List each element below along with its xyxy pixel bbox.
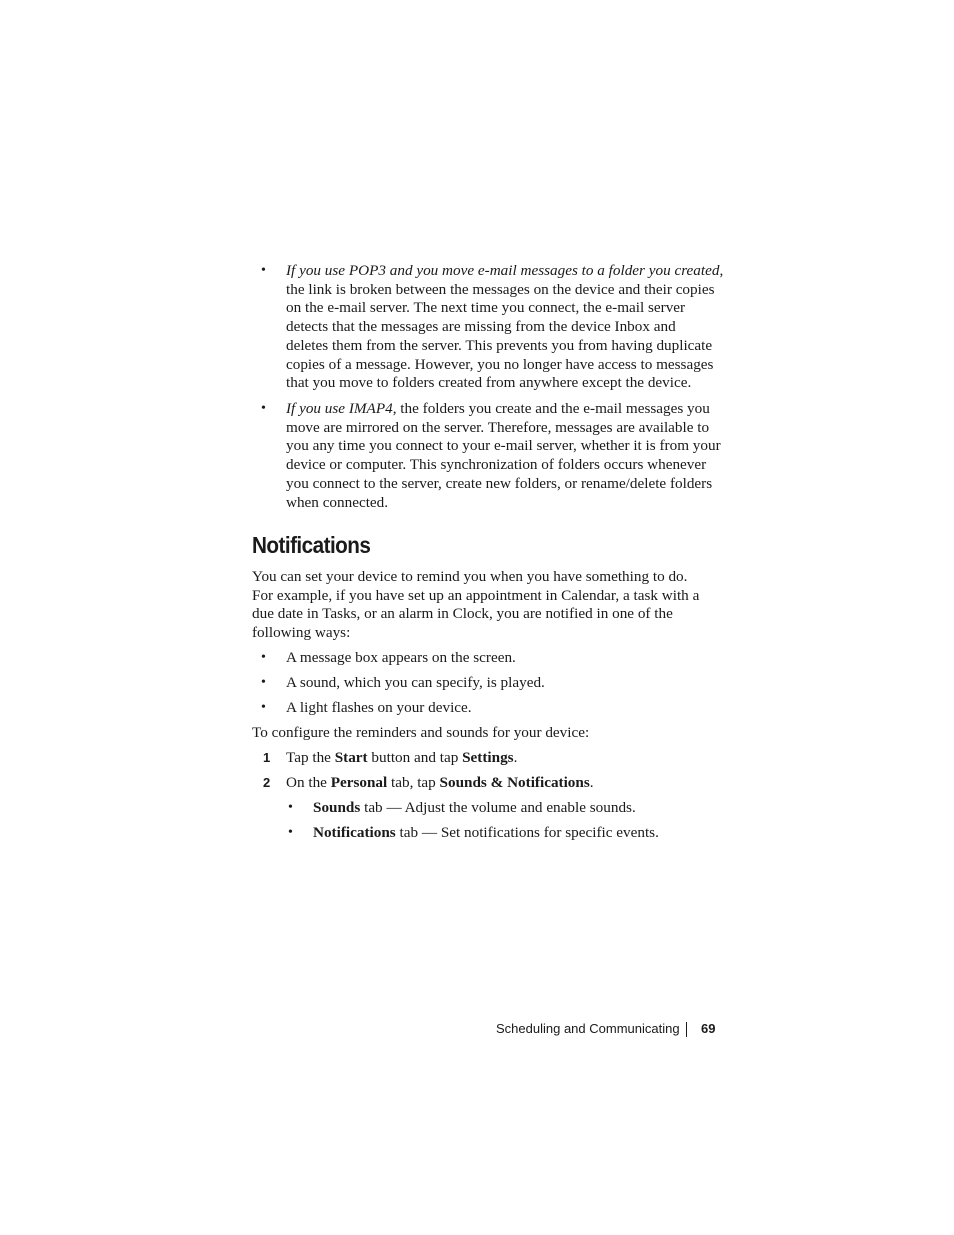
configure-text: To configure the reminders and sounds for your device: xyxy=(252,724,590,741)
paragraph-line: when connected. xyxy=(286,493,389,511)
paragraph-line: copies of a message. However, you no longer have access to messages xyxy=(286,355,714,373)
start-button-label: Start xyxy=(334,749,368,766)
step-text-part: tab, tap xyxy=(387,774,440,791)
footer-chapter-title: Scheduling and Communicating xyxy=(496,1021,680,1036)
imap4-lead: If you use IMAP4 xyxy=(286,400,393,417)
intro-paragraph xyxy=(252,568,699,643)
sounds-notifications-label: Sounds & Notifications xyxy=(439,774,590,791)
sub-bullet-text: tab — Adjust the volume and enable sounds. xyxy=(360,799,636,816)
paragraph-line: For example, if you have set up an appointment in Calendar, a task with a xyxy=(252,586,700,604)
sub-bullet-item xyxy=(313,824,659,843)
section-heading: Notifications xyxy=(252,532,371,558)
page-number: 69 xyxy=(701,1021,716,1036)
settings-label: Settings xyxy=(462,749,514,766)
paragraph-text: , the folders you create and the e-mail messages you xyxy=(392,400,710,417)
personal-tab-label: Personal xyxy=(330,774,388,791)
paragraph-line: due date in Tasks, or an alarm in Clock, you are notified in one of the xyxy=(252,605,673,623)
step-text xyxy=(286,749,517,768)
bullet-marker: • xyxy=(261,650,266,665)
paragraph-line: move are mirrored on the server. Therefore, messages are available to xyxy=(286,418,710,436)
bullet-marker: • xyxy=(261,700,266,715)
paragraph-line: device or computer. This synchronization of folders occurs whenever xyxy=(286,456,707,474)
paragraph-line: the link is broken between the messages on the device and their copies xyxy=(286,280,715,298)
paragraph-line: detects that the messages are missing from the device Inbox and xyxy=(286,318,676,336)
pop3-lead: If you use POP3 and you move e-mail messages to a folder you created xyxy=(286,262,720,279)
paragraph-line: following ways: xyxy=(252,624,351,642)
step-text xyxy=(286,774,594,793)
sub-bullet-text: tab — Set notifications for specific events. xyxy=(395,824,659,841)
paragraph-line: you any time you connect to your e-mail server, whether it is from your xyxy=(286,437,721,455)
bullet-marker: • xyxy=(261,263,266,278)
imap4-paragraph xyxy=(286,400,721,512)
bullet-marker: • xyxy=(261,401,266,416)
step-number: 1 xyxy=(263,750,271,765)
paragraph-line: that you move to folders created from anywhere except the device. xyxy=(286,374,692,392)
step-text-part: . xyxy=(513,749,518,766)
paragraph-line xyxy=(286,262,723,281)
sounds-tab-label: Sounds xyxy=(313,799,361,816)
list-item: A message box appears on the screen. xyxy=(286,649,516,666)
step-text-part: . xyxy=(589,774,594,791)
list-item: A light flashes on your device. xyxy=(286,699,472,716)
paragraph-line: deletes them from the server. This prevents you from having duplicate xyxy=(286,336,713,354)
bullet-marker: • xyxy=(288,825,293,840)
paragraph-line: You can set your device to remind you when you have something to do. xyxy=(252,568,688,585)
pop3-paragraph xyxy=(286,262,723,393)
sub-bullet-item xyxy=(313,799,636,818)
step-text-part: On the xyxy=(286,774,331,791)
step-number: 2 xyxy=(263,775,271,790)
list-item: A sound, which you can specify, is played. xyxy=(286,674,545,691)
bullet-marker: • xyxy=(288,800,293,815)
step-text-part: Tap the xyxy=(286,749,335,766)
notifications-tab-label: Notifications xyxy=(313,824,396,841)
paragraph-line: you connect to the server, create new folders, or rename/delete folders xyxy=(286,474,713,492)
step-text-part: button and tap xyxy=(367,749,463,766)
paragraph-text: , xyxy=(719,262,724,279)
paragraph-line: on the e-mail server. The next time you connect, the e-mail server xyxy=(286,299,686,317)
paragraph-line xyxy=(286,400,721,419)
footer-divider xyxy=(686,1022,687,1037)
bullet-marker: • xyxy=(261,675,266,690)
